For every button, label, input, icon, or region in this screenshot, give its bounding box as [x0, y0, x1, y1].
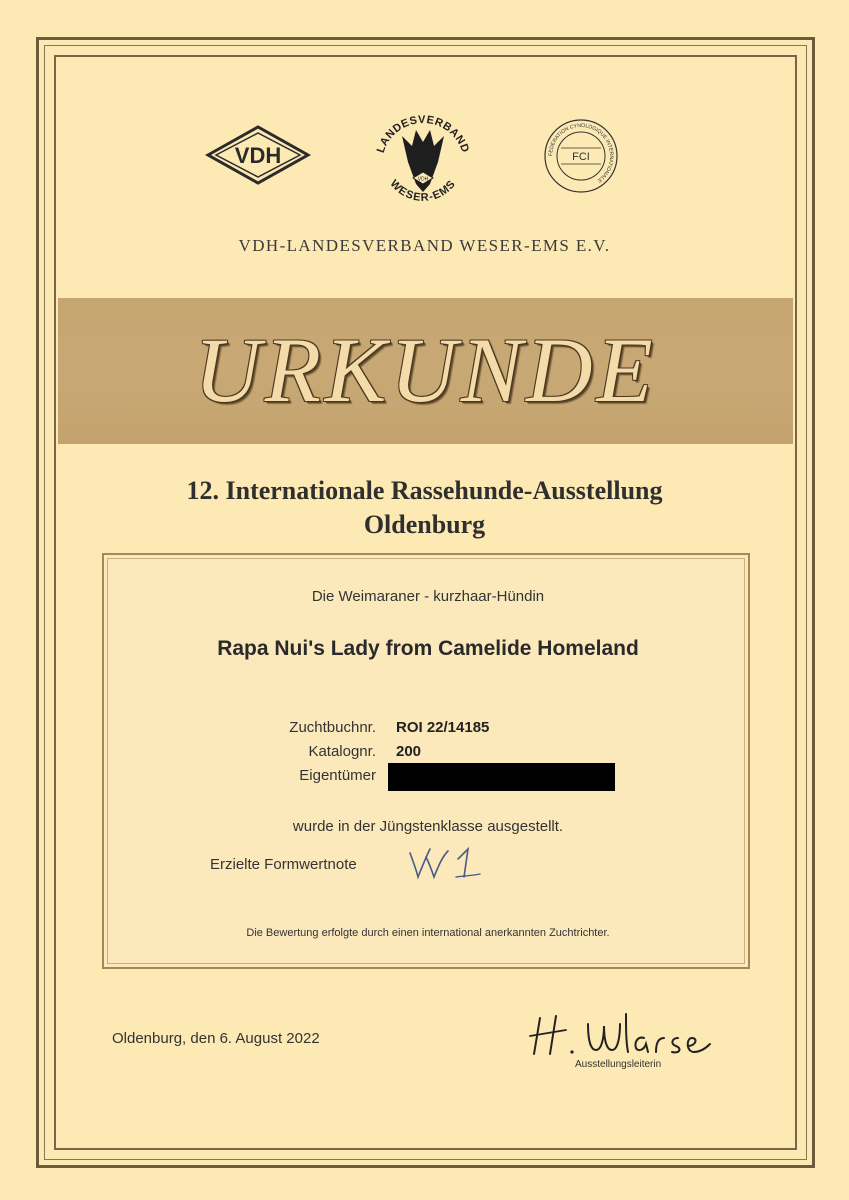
studbook-value: ROI 22/14185 — [396, 719, 490, 736]
breed-line: Die Weimaraner - kurzhaar-Hündin — [311, 588, 545, 605]
landesverband-arc-top: LANDESVERBAND — [374, 113, 472, 155]
landesverband-logo — [368, 106, 478, 210]
fci-logo — [541, 118, 621, 194]
vdh-logo-text: VDH — [234, 143, 282, 168]
landesverband-arc-bottom: WESER-EMS — [387, 177, 459, 204]
certificate-details-box — [102, 553, 750, 969]
signature — [526, 1008, 726, 1060]
catalog-value: 200 — [396, 743, 422, 760]
judging-note: Die Bewertung erfolgte durch einen international anerkannten Zuchtrichter. — [246, 927, 610, 939]
fci-logo-text: FCI — [572, 151, 590, 163]
owner-redaction-bar — [388, 763, 615, 791]
dog-name: Rapa Nui's Lady from Camelide Homeland — [217, 637, 639, 660]
owner-label: Eigentümer — [299, 767, 376, 784]
event-title-line1: 12. Internationale Rassehunde-Ausstellung — [186, 476, 663, 505]
certificate-title: URKUNDE — [194, 319, 657, 421]
catalog-label: Katalognr. — [308, 743, 376, 760]
signer-title: Ausstellungsleiterin — [575, 1059, 662, 1070]
exhibited-class-line: wurde in der Jüngstenklasse ausgestellt. — [292, 818, 564, 835]
title-band — [58, 298, 793, 444]
grade-label: Erzielte Formwertnote — [210, 856, 357, 873]
place-and-date: Oldenburg, den 6. August 2022 — [112, 1030, 320, 1047]
handwritten-grade — [404, 843, 488, 883]
event-title — [0, 474, 849, 542]
organization-name: VDH-LANDESVERBAND WESER-EMS E.V. — [238, 236, 611, 255]
vdh-logo — [204, 125, 312, 185]
event-title-line2: Oldenburg — [363, 510, 486, 539]
fci-ring-text: FEDERATION CYNOLOGIQUE INTERNATIONALE — [547, 122, 615, 184]
studbook-label: Zuchtbuchnr. — [289, 719, 376, 736]
landesverband-small-text: VDH — [417, 176, 429, 183]
